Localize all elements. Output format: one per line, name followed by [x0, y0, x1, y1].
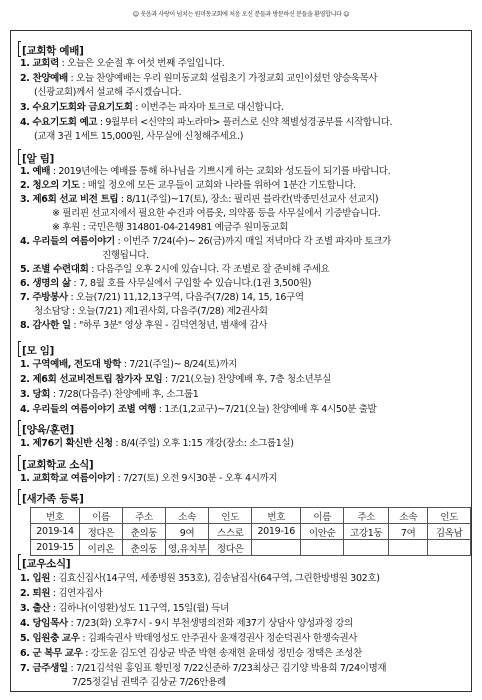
worship-line-1: 1. 교회력 : 오늘은 오순절 후 여섯 번째 주일입니다.: [20, 58, 225, 69]
notice-line-2: 2. 청오의 기도 : 매일 정오에 모든 교우들이 교회와 나라를 위하여 1분간 기도합니다.: [20, 180, 356, 191]
members-line-7: 7. 금주생일 : 7/21김석원 홍임표 황민정 7/22신준하 7/23최상근 김기양 박용희 7/24이명재: [20, 663, 387, 674]
members-line-2: 2. 퇴원 : 김연자집사: [20, 588, 103, 599]
training-line-1: 1. 제76기 확신반 신청 : 8/4(주일) 오후 1:15 개강(장소: 소그룹1실): [20, 438, 294, 449]
item-label: 7. 주방봉사: [20, 292, 68, 303]
table-cell: 이안순: [301, 524, 344, 540]
table-cell: 고강1동: [344, 524, 389, 540]
item-label: 6. 군 복무 교우: [20, 648, 83, 659]
item-label: 1. 예배: [20, 166, 51, 177]
register-header-cell: 번호: [252, 508, 301, 524]
register-header-cell: 소속: [166, 508, 209, 524]
register-table: [30, 507, 471, 556]
members-line-3: 3. 출산 : 김하나(이영환)성도 11구역, 15일(월) 득녀: [20, 603, 229, 614]
item-label: 4. 우리들의 여름이야기 조별 여행: [20, 404, 157, 415]
item-label: 4. 우리들의 여름이야기: [20, 236, 115, 247]
school-line-1: 1. 교회학교 여름이야기 : 7/27(토) 오전 9시30분 - 오후 4시까지: [20, 473, 278, 484]
section-title-notice: [알 림]: [22, 153, 55, 165]
table-cell: [301, 540, 344, 556]
notice-line-3: 3. 제6회 선교 비전 트립 : 8/11(주일)~17(토), 장소: 필리핀 블라칸(박종민선교사 선교지): [20, 194, 379, 205]
register-header-cell: 번호: [31, 508, 80, 524]
table-cell: 2019-16: [252, 524, 301, 540]
table-cell: [389, 540, 428, 556]
item-label: 2. 찬양예배: [20, 73, 68, 84]
notice-line-10: 7. 주방봉사 : 오늘(7/21) 11,12,13구역, 다음주(7/28) 14, 15, 16구역: [20, 292, 304, 303]
notice-line-7: 진행됩니다.: [102, 250, 149, 261]
notice-line-9: 6. 생명의 삶 : 7, 8월 호를 사무실에서 구입할 수 있습니다.(1권 3,500원): [20, 278, 312, 289]
notice-line-11: 청소담당 : 오늘(7/21) 제1권사회, 다음주(7/28) 제2권사회: [34, 306, 268, 317]
item-label: 3. 제6회 선교 비전 트립: [20, 194, 119, 205]
table-cell: 영,유치부: [166, 540, 209, 556]
table-cell: 2019-15: [31, 540, 80, 556]
table-cell: [344, 540, 389, 556]
members-line-6: 6. 군 복무 교우 : 강도윤 김도연 김상균 박준 박현 송재현 윤태성 정민승 정택은 조성찬: [20, 648, 362, 659]
item-label: 2. 청오의 기도: [20, 180, 80, 191]
section-title-gathering: [모 임]: [22, 345, 55, 357]
table-cell: [252, 540, 301, 556]
register-header-cell: 주소: [344, 508, 389, 524]
table-cell: [428, 540, 471, 556]
item-label: 1. 입원: [20, 573, 51, 584]
worship-line-5: 4. 수요기도회 예고 : 9월부터 <신약의 파노라마> 플러스로 신약 책별성경공부를 시작합니다.: [20, 117, 393, 128]
notice-line-1: 1. 예배 : 2019년에는 예배를 통해 하나님을 기쁘시게 하는 교회와 성도들이 되기를 바랍니다.: [20, 166, 391, 177]
register-header-cell: 인도: [428, 508, 471, 524]
item-label: 3. 수요기도회와 금요기도회: [20, 102, 133, 113]
table-cell: 스스로: [209, 524, 252, 540]
notice-line-12: 8. 감사한 일 : "하루 3분" 영상 후원 - 김덕연청년, 범새에 감사: [20, 320, 268, 331]
notice-line-6: 4. 우리들의 여름이야기 : 이번주 7/24(수)~ 26(금)까지 매일 저녁마다 각 조별 파자마 토크가: [20, 236, 391, 247]
table-cell: 김옥남: [428, 524, 471, 540]
members-line-1: 1. 입원 : 김효신집사(14구역, 세종병원 353호), 김송남집사(64구역, 그린한방병원 302호): [20, 573, 380, 584]
register-header-cell: 주소: [123, 508, 166, 524]
item-label: 5. 임원충 교우: [20, 633, 80, 644]
section-title-register: [새가족 등록]: [22, 493, 84, 505]
register-header-row: [31, 508, 471, 524]
item-label: 2. 제6회 선교비전트립 참가자 모임: [20, 374, 163, 385]
gathering-line-2: 2. 제6회 선교비전트립 참가자 모임 : 7/21(오늘) 찬양예배 후, 7층 청소년부실: [20, 374, 332, 385]
table-cell: 정다은: [80, 524, 123, 540]
register-header-cell: 소속: [389, 508, 428, 524]
table-cell: 춘의동: [123, 540, 166, 556]
item-label: 4. 수요기도회 예고: [20, 117, 98, 128]
item-label: 3. 당회: [20, 389, 51, 400]
notice-line-8: 5. 조별 수련대회 : 다음주일 오후 2시에 있습니다. 각 조별로 잘 준비해 주세요: [20, 264, 330, 275]
item-label: 5. 조별 수련대회: [20, 264, 89, 275]
item-label: 1. 교회력: [20, 58, 59, 69]
gathering-line-3: 3. 당회 : 7/28(다음주) 찬양예배 후, 소그룹1: [20, 389, 199, 400]
table-cell: 2019-14: [31, 524, 80, 540]
item-label: 2. 퇴원: [20, 588, 51, 599]
item-label: 1. 교회학교 여름이야기: [20, 473, 115, 484]
register-header-cell: 이름: [80, 508, 123, 524]
worship-line-6: (교재 3권 1세트 15,000원, 사무실에 신청해주세요.): [34, 131, 244, 142]
section-title-members: [교우소식]: [22, 558, 71, 570]
table-row: [31, 540, 471, 556]
worship-line-3: (신광교회)께서 설교해 주시겠습니다.: [34, 87, 182, 98]
gathering-line-1: 1. 구역예배, 전도대 방학 : 7/21(주일)~ 8/24(토)까지: [20, 359, 237, 370]
section-title-worship: [교회학 예배]: [22, 45, 84, 57]
section-title-training: [양육/훈련]: [22, 424, 74, 436]
register-header-cell: 이름: [301, 508, 344, 524]
item-label: 8. 감사한 일: [20, 320, 71, 331]
item-label: 7. 금주생일: [20, 663, 68, 674]
table-cell: 정다은: [209, 540, 252, 556]
item-label: 1. 구역예배, 전도대 방학: [20, 359, 122, 370]
item-label: 6. 생명의 삶: [20, 278, 71, 289]
table-cell: 9여: [166, 524, 209, 540]
table-row: [31, 524, 471, 540]
table-cell: 이리온: [80, 540, 123, 556]
notice-line-4: ※ 필리핀 선교지에서 필요한 수건과 여름옷, 의약품 등을 사무실에서 기증받습니다.: [52, 208, 381, 219]
gathering-line-4: 4. 우리들의 여름이야기 조별 여행 : 1조(1,2교구)~7/21(오늘) 찬양예배 후 4시50분 출발: [20, 404, 377, 415]
register-header-cell: 인도: [209, 508, 252, 524]
worship-line-4: 3. 수요기도회와 금요기도회 : 이번주는 파자마 토크로 대신합니다.: [20, 102, 284, 113]
item-label: 4. 당임목사: [20, 618, 68, 629]
worship-line-2: 2. 찬양예배 : 오늘 찬양예배는 우리 원미동교회 설립초기 가정교회 교인이셨던 양승욱목사: [20, 73, 378, 84]
members-line-8: 7/25정길님 권택주 김상균 7/26안용례: [72, 677, 226, 688]
members-line-4: 4. 당임목사 : 7/23(화) 오후7시 - 9시 부천생명의전화 제37기 상담사 양성과정 강의: [20, 618, 353, 629]
section-title-school: [교회학교 소식]: [22, 459, 94, 471]
table-cell: 7여: [389, 524, 428, 540]
item-label: 3. 출산: [20, 603, 51, 614]
members-line-5: 5. 임원충 교우 : 김쾌숙권사 박태영성도 안주권사 윤재경권사 정순덕권사 한쟁숙권사: [20, 633, 358, 644]
table-cell: 춘의동: [123, 524, 166, 540]
notice-line-5: ※ 후원 : 국민은행 314801-04-214981 예금주 원미동교회: [52, 222, 288, 233]
item-label: 1. 제76기 확신반 신청: [20, 438, 113, 449]
welcome-header: ☺ 웃음과 사랑이 넘치는 원미동교회에 처음 오신 분들과 방문하신 분들을 환영합니다 ☺: [132, 11, 350, 18]
